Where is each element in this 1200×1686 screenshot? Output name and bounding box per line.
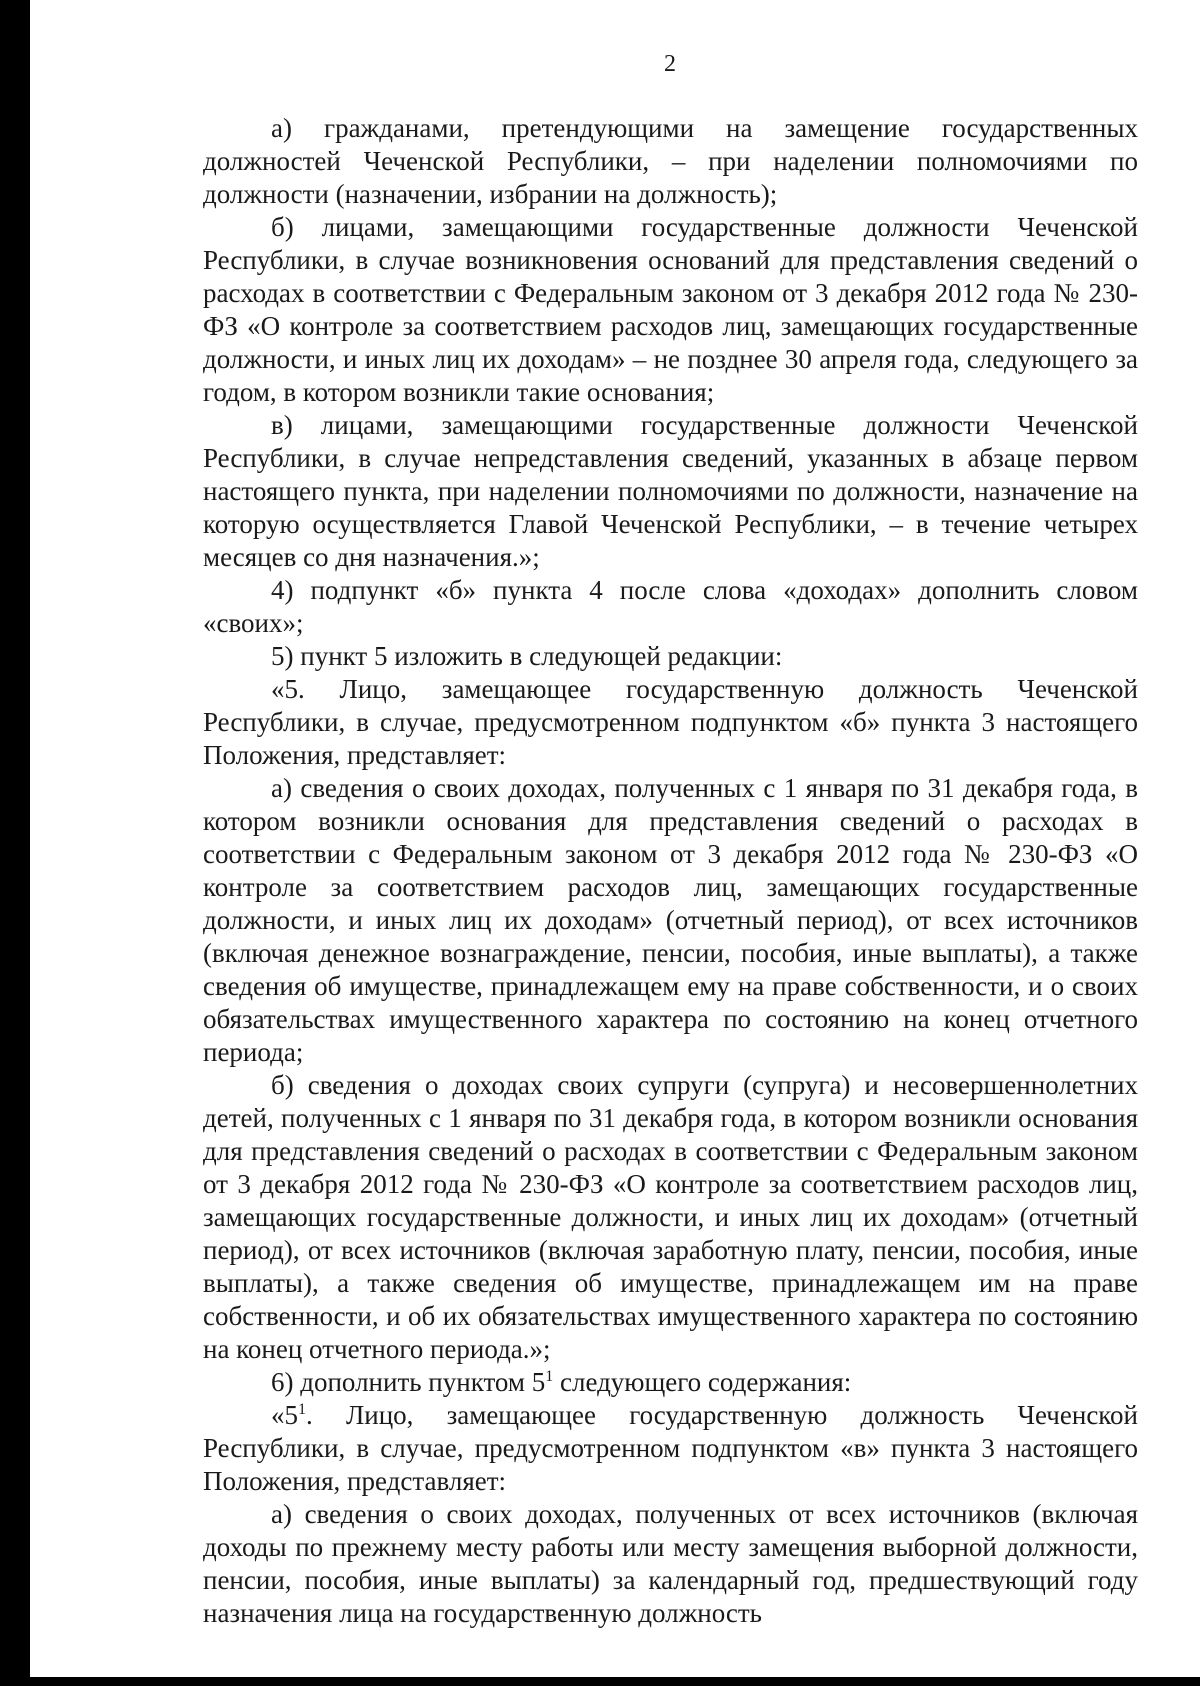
scan-edge-bottom <box>30 1677 1200 1686</box>
document-body <box>203 112 1138 1630</box>
paragraph-b-office-holders: б) лицами, замещающими государственные должности Чеченской Республики, в случае возникновения оснований для представления сведений о расходах в соответствии с Федеральным законом от 3 декабря 2012 года № 230-ФЗ «О контроле за соответствием расходов лиц, замещающих государственные должности, и иных лиц их доходам» – не позднее 30 апреля года, следующего за годом, в котором возникли такие основания; <box>203 212 1138 407</box>
item-6-superscript: 1 <box>545 1368 554 1385</box>
paragraph-item-5: 5) пункт 5 изложить в следующей редакции: <box>271 641 783 671</box>
paragraph-clause-5-1 <box>203 1399 1138 1498</box>
clause-5-1-text-before: «5 <box>271 1400 298 1430</box>
page-number: 2 <box>664 51 676 77</box>
paragraph-a-citizens: а) гражданами, претендующими на замещение государственных должностей Чеченской Республики, – при наделении полномочиями по должности (назначении, избрании на должность); <box>203 113 1138 209</box>
paragraph-item-6 <box>203 1366 1138 1399</box>
clause-5-1-text-after: . Лицо, замещающее государственную должность Чеченской Республики, в случае, предусмотренном подпунктом «в» пункта 3 настоящего Положения, представляет: <box>203 1400 1138 1496</box>
paragraph-5-b: б) сведения о доходах своих супруги (супруга) и несовершеннолетних детей, полученных с 1 января по 31 декабря года, в котором возникли основания для представления сведений о расходах в соответствии с Федеральным законом от 3 декабря 2012 года № 230-ФЗ «О контроле за соответствием расходов лиц, замещающих государственные должности, и иных лиц их доходам» (отчетный период), от всех источников (включая заработную плату, пенсии, пособия, иные выплаты), а также сведения об имуществе, принадлежащем им на праве собственности, и об их обязательствах имущественного характера по состоянию на конец отчетного периода.»; <box>203 1070 1138 1364</box>
paragraph-5-1-a: а) сведения о своих доходах, полученных от всех источников (включая доходы по прежнему месту работы или месту замещения выборной должности, пенсии, пособия, иные выплаты) за календарный год, предшествующий году назначения лица на государственную должность <box>203 1499 1138 1628</box>
paragraph-clause-5: «5. Лицо, замещающее государственную должность Чеченской Республики, в случае, предусмотренном подпунктом «б» пункта 3 настоящего Положения, представляет: <box>203 674 1138 770</box>
paragraph-item-4: 4) подпункт «б» пункта 4 после слова «доходах» дополнить словом «своих»; <box>203 575 1138 638</box>
paragraph-5-a: а) сведения о своих доходах, полученных с 1 января по 31 декабря года, в котором возникли основания для представления сведений о расходах в соответствии с Федеральным законом от 3 декабря 2012 года № 230-ФЗ «О контроле за соответствием расходов лиц, замещающих государственные должности, и иных лиц их доходам» (отчетный период), от всех источников (включая денежное вознаграждение, пенсии, пособия, иные выплаты), а также сведения об имуществе, принадлежащем ему на праве собственности, и о своих обязательствах имущественного характера по состоянию на конец отчетного периода; <box>203 773 1138 1067</box>
paragraph-v-office-holders: в) лицами, замещающими государственные должности Чеченской Республики, в случае непредставления сведений, указанных в абзаце первом настоящего пункта, при наделении полномочиями по должности, назначение на которую осуществляется Главой Чеченской Республики, – в течение четырех месяцев со дня назначения.»; <box>203 410 1138 572</box>
scan-edge-left <box>0 0 30 1686</box>
item-6-text-before: 6) дополнить пунктом 5 <box>271 1367 546 1397</box>
item-6-text-after: следующего содержания: <box>553 1367 852 1397</box>
clause-5-1-superscript: 1 <box>298 1401 306 1418</box>
